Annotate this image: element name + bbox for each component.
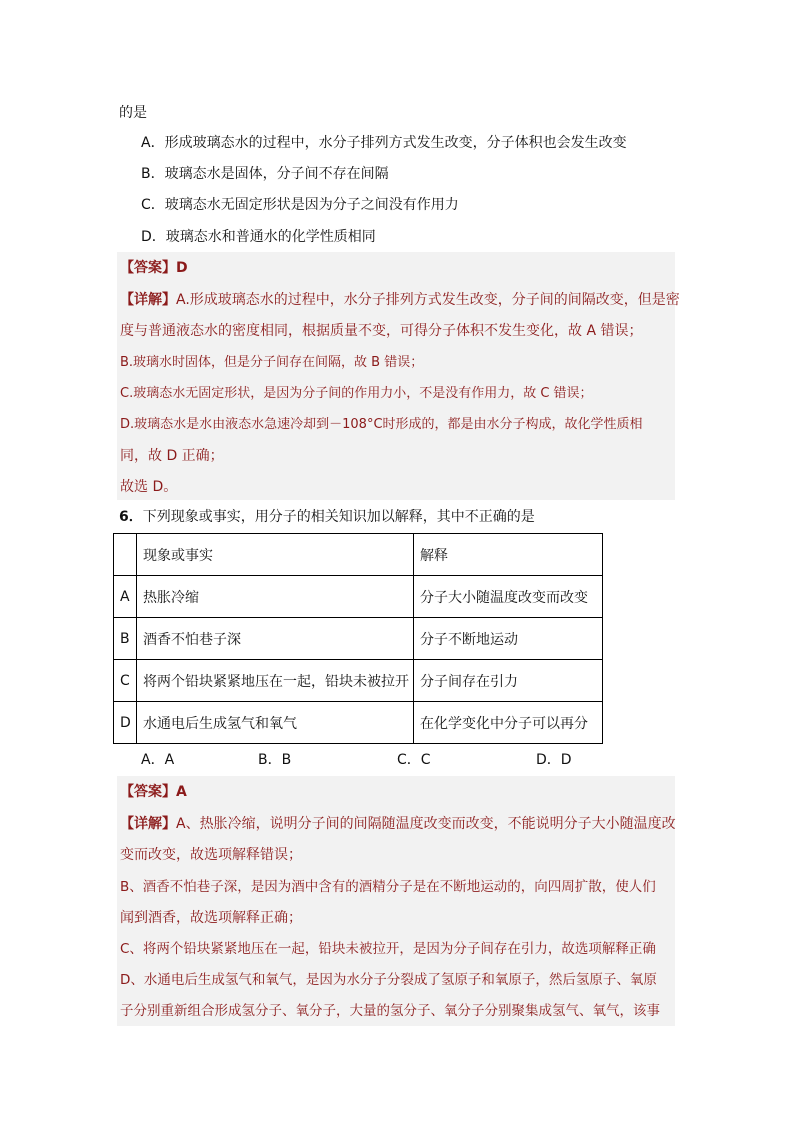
q5-option-a: A．形成玻璃态水的过程中，水分子排列方式发生改变，分子体积也会发生改变 [141,135,627,151]
table-cell: 在化学变化中分子可以再分 [414,702,603,744]
q6-stem [119,507,535,527]
q6-choice-b: B．B [258,752,292,768]
detail-tag: 【详解】 [120,816,176,832]
answer-value: A [176,784,187,800]
question-text: 下列现象或事实，用分子的相关知识加以解释，其中不正确的是 [142,509,535,525]
q6-answer-block [117,776,675,1026]
q5-detail-line-1 [120,290,680,310]
q5-detail-line-6: 同，故 D 正确； [120,448,224,464]
table-cell-label: B [114,618,137,660]
q6-detail-line-7: 子分别重新组合形成氢分子、氧分子，大量的氢分子、氧分子分别聚集成氢气、氧气，该事 [120,1003,660,1019]
q5-detail-line-4: C.玻璃态水无固定形状，是因为分子间的作用力小，不是没有作用力，故 C 错误； [120,386,593,401]
table-cell: 分子不断地运动 [414,618,603,660]
q6-choice-c: C．C [397,752,431,768]
q6-detail-line-3: B、酒香不怕巷子深，是因为酒中含有的酒精分子是在不断地运动的，向四周扩散，使人们 [120,879,656,895]
table-cell: 热胀冷缩 [137,576,414,618]
q5-option-c: C．玻璃态水无固定形状是因为分子之间没有作用力 [141,197,459,213]
q5-option-b: B．玻璃态水是固体，分子间不存在间隔 [141,166,389,182]
answer-tag: 【答案】 [120,260,176,276]
table-header-cell: 现象或事实 [137,534,414,576]
table-header-cell [114,534,137,576]
q6-table [113,533,603,744]
q5-stem-tail: 的是 [119,105,147,121]
table-cell-label: D [114,702,137,744]
q5-detail-line-3: B.玻璃水时固体，但是分子间存在间隔，故 B 错误； [120,355,424,370]
q6-answer [120,782,187,802]
table-cell-label: C [114,660,137,702]
q6-detail-line-5: C、将两个铅块紧紧地压在一起，铅块未被拉开，是因为分子间存在引力，故选项解释正确 [120,941,656,957]
table-row [114,660,603,702]
q5-answer-block [117,252,680,500]
question-number: 6． [119,509,143,525]
q5-detail-line-2: 度与普通液态水的密度相同，根据质量不变，可得分子体积不发生变化，故 A 错误； [120,323,643,339]
table-row [114,702,603,744]
q6-detail-line-2: 变而改变，故选项解释错误； [120,847,302,863]
detail-text: A、热胀冷缩，说明分子间的间隔随温度改变而改变，不能说明分子大小随温度改 [176,816,676,832]
table-cell: 分子大小随温度改变而改变 [414,576,603,618]
table-row [114,576,603,618]
detail-text: A.形成玻璃态水的过程中，水分子排列方式发生改变，分子间的间隔改变，但是密 [176,292,680,308]
q6-choice-a: A．A [141,752,175,768]
q5-answer [120,258,188,278]
table-cell: 将两个铅块紧紧地压在一起，铅块未被拉开 [137,660,414,702]
table-cell: 水通电后生成氢气和氧气 [137,702,414,744]
detail-tag: 【详解】 [120,292,176,308]
table-header-cell: 解释 [414,534,603,576]
table-cell: 酒香不怕巷子深 [137,618,414,660]
table-row [114,618,603,660]
answer-tag: 【答案】 [120,784,176,800]
answer-value: D [176,260,188,276]
q5-detail-line-7: 故选 D。 [120,479,178,495]
q6-detail-line-1 [120,814,676,834]
table-cell: 分子间存在引力 [414,660,603,702]
q5-option-d: D．玻璃态水和普通水的化学性质相同 [141,229,376,245]
q5-detail-line-5: D.玻璃态水是水由液态水急速冷却到－108°C时形成的，都是由水分子构成，故化学性质相 [120,417,643,432]
table-header-row [114,534,603,576]
q6-detail-line-4: 闻到酒香，故选项解释正确； [120,910,302,926]
q6-choice-d: D．D [536,752,572,768]
table-cell-label: A [114,576,137,618]
q6-detail-line-6: D、水通电后生成氢气和氧气，是因为水分子分裂成了氢原子和氧原子，然后氢原子、氧原 [120,972,657,988]
